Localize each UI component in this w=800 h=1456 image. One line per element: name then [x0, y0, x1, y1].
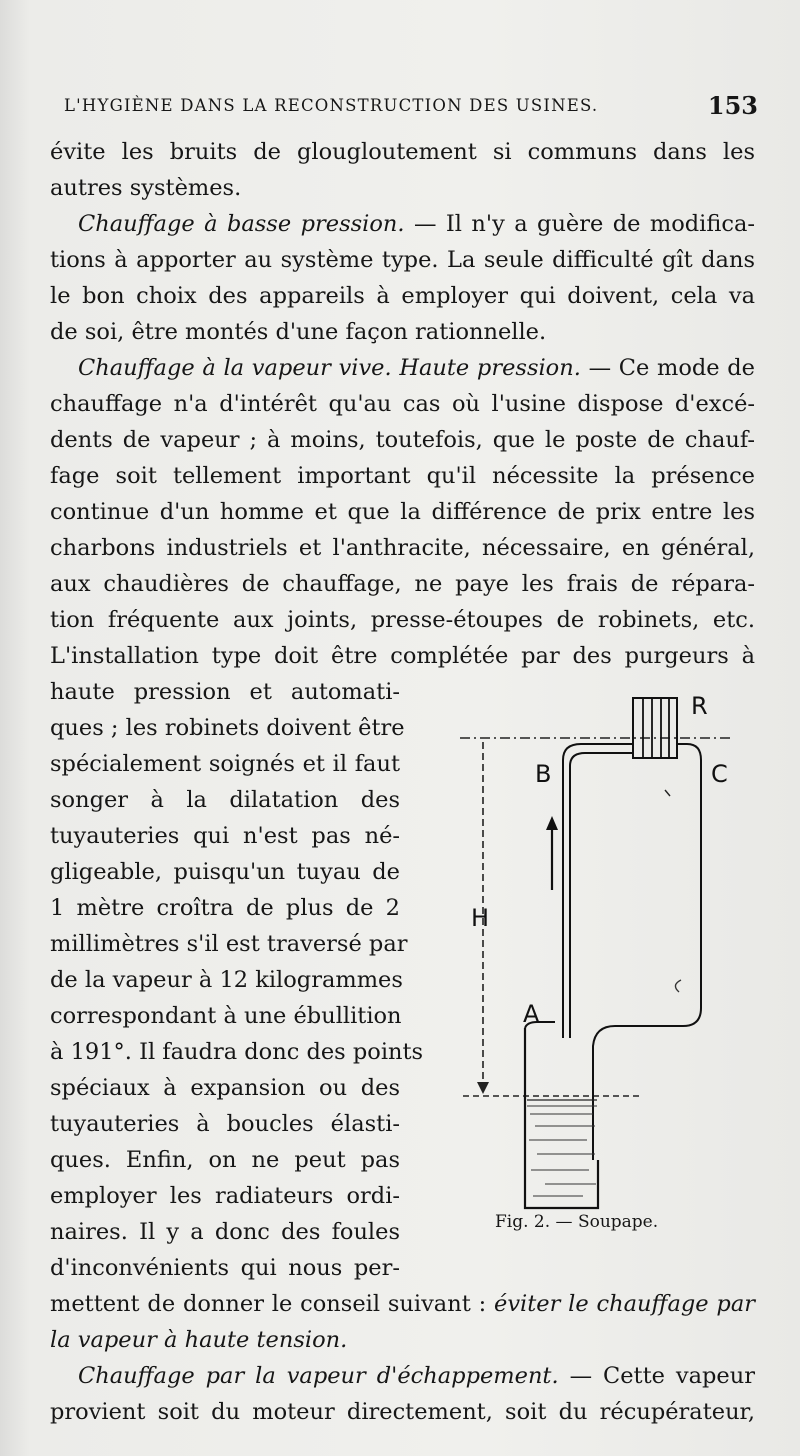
page-number: 153 [707, 91, 758, 120]
text-line: ques ; les robinets doivent être [50, 715, 405, 741]
text-line: évite les bruits de glougloutement si communs dans les [50, 139, 755, 165]
text-line: à 191°. Il faudra donc des points [50, 1039, 424, 1065]
text-span: — Ce mode de [580, 355, 755, 381]
flow-arrow-head [546, 816, 558, 830]
section-heading: Chauffage par la vapeur d'échappement. [78, 1363, 559, 1389]
text-line: charbons industriels et l'anthracite, nécessaire, en général, [50, 535, 755, 561]
text-line: spéciaux à expansion ou des [50, 1075, 400, 1101]
label-c: C [711, 760, 728, 788]
text-line: correspondant à une ébullition [50, 1003, 402, 1029]
text-line: songer à la dilatation des [50, 787, 400, 813]
text-line: tuyauteries qui n'est pas né- [50, 823, 400, 849]
text-line: tuyauteries à boucles élasti- [50, 1111, 400, 1137]
pipe-inner-right [570, 753, 633, 1038]
text-line: haute pression et automati- [50, 679, 400, 705]
text-line [50, 1286, 755, 1322]
vessel [525, 1028, 598, 1208]
text-line: spécialement soignés et il faut [50, 751, 400, 777]
label-h: H [471, 904, 490, 932]
pipe-inner-left [563, 744, 633, 1038]
dimension-arrow [477, 1082, 489, 1094]
text-line: la vapeur à haute tension. [50, 1327, 348, 1353]
text-line [78, 206, 755, 242]
running-header [64, 91, 764, 120]
text-line: dents de vapeur ; à moins, toutefois, que le poste de chauf- [50, 427, 755, 453]
pipe-outer-loop [593, 744, 701, 1160]
section-heading: Chauffage à basse pression. [78, 211, 405, 237]
text-line: L'installation type doit être complétée par des purgeurs à [50, 643, 755, 669]
text-line: fage soit tellement important qu'il nécessite la présence [50, 463, 755, 489]
emphasis-text: éviter le chauffage par [494, 1291, 756, 1317]
valve-block [633, 698, 677, 758]
text-line [78, 1358, 755, 1394]
text-span: — Il n'y a guère de modifica- [404, 211, 755, 237]
label-b: B [535, 760, 552, 788]
text-line: chauffage n'a d'intérêt qu'au cas où l'usine dispose d'excé- [50, 391, 755, 417]
soupape-diagram [455, 690, 755, 1230]
figure-soupape [455, 690, 755, 1230]
text-line: le bon choix des appareils à employer qui doivent, cela va [50, 283, 755, 309]
text-line: d'inconvénients qui nous per- [50, 1255, 400, 1281]
text-line: naires. Il y a donc des foules [50, 1219, 400, 1245]
label-a: A [523, 1000, 540, 1028]
running-title: L'HYGIÈNE DANS LA RECONSTRUCTION DES USINES. [64, 96, 599, 115]
text-line: tions à apporter au système type. La seule difficulté gît dans [50, 247, 755, 273]
text-line: de soi, être montés d'une façon rationnelle. [50, 319, 547, 345]
text-line: ques. Enfin, on ne peut pas [50, 1147, 400, 1173]
text-line: provient soit du moteur directement, soit du récupérateur, [50, 1399, 755, 1425]
text-line: employer les radiateurs ordi- [50, 1183, 400, 1209]
section-heading: Chauffage à la vapeur vive. Haute pression. [78, 355, 581, 381]
text-line: aux chaudières de chauffage, ne paye les frais de répara- [50, 571, 755, 597]
text-line: millimètres s'il est traversé par [50, 931, 408, 957]
text-span: mettent de donner le conseil suivant : [50, 1291, 495, 1317]
text-line: 1 mètre croîtra de plus de 2 [50, 895, 400, 921]
text-line: de la vapeur à 12 kilogrammes [50, 967, 403, 993]
text-line [78, 350, 755, 386]
label-r: R [691, 692, 708, 720]
figure-caption: Fig. 2. — Soupape. [495, 1212, 659, 1232]
text-line: continue d'un homme et que la différence de prix entre les [50, 499, 755, 525]
text-line: gligeable, puisqu'un tuyau de [50, 859, 400, 885]
text-line: tion fréquente aux joints, presse-étoupes de robinets, etc. [50, 607, 755, 633]
text-span: — Cette vapeur [558, 1363, 755, 1389]
text-line: autres systèmes. [50, 175, 242, 201]
